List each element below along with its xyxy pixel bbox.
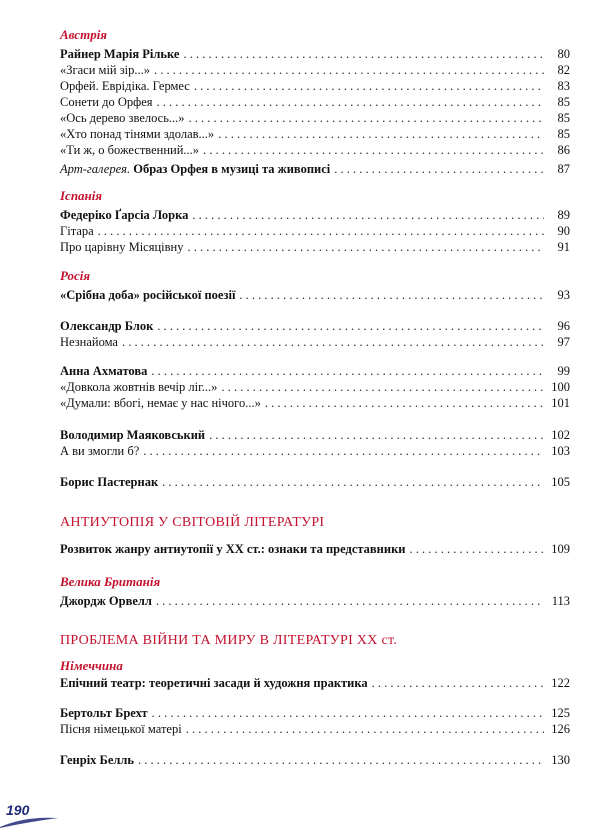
toc-entry[interactable]: «Хто понад тінями здолав...» . . . 85 <box>60 125 570 143</box>
page-number: 190 <box>6 802 30 818</box>
toc-entry-mayakovsky[interactable]: Володимир Маяковський . . . 102 <box>60 426 570 444</box>
toc-entry-art-gallery[interactable]: Арт-галерея. Образ Орфея в музиці та живописі . . . 87 <box>60 160 570 178</box>
section-austria: Австрія <box>60 27 107 42</box>
section-spain: Іспанія <box>60 188 103 203</box>
toc-entry-epic-theatre[interactable]: Епічний театр: теоретичні засади й художня практика . . . 122 <box>60 674 570 692</box>
toc-entry[interactable]: Незнайома . . . 97 <box>60 333 570 351</box>
toc-entry[interactable]: А ви змогли б? . . . 103 <box>60 442 570 460</box>
toc-entry-lorca[interactable]: Федеріко Ґарсіа Лорка . . . 89 <box>60 206 570 224</box>
toc-entry-antiutopia-genre[interactable]: Розвиток жанру антиутопії у XX ст.: ознаки та представники . . . 109 <box>60 540 570 558</box>
section-britain: Велика Британія <box>60 574 161 589</box>
toc-entry[interactable]: «Думали: вбогі, немає у нас нічого...» . . . 101 <box>60 394 570 412</box>
section-antiutopia: АНТИУТОПІЯ У СВІТОВІЙ ЛІТЕРАТУРІ <box>60 515 325 530</box>
toc-entry-orwell[interactable]: Джордж Орвелл . . . 113 <box>60 592 570 610</box>
toc-entry[interactable]: «Довкола жовтнів вечір ліг...» . . . 100 <box>60 378 570 396</box>
section-germany: Німеччина <box>60 658 123 673</box>
toc-entry-silver-age[interactable]: «Срібна доба» російської поезії . . . 93 <box>60 286 570 304</box>
section-war: ПРОБЛЕМА ВІЙНИ ТА МИРУ В ЛІТЕРАТУРІ XX ст. <box>60 633 398 648</box>
toc-entry[interactable]: Про царівну Місяцівну . . . 91 <box>60 238 570 256</box>
toc-entry-rilke[interactable]: Райнер Марія Рільке . . . 80 <box>60 45 570 63</box>
toc-entry[interactable]: Гітара . . . 90 <box>60 222 570 240</box>
toc-entry[interactable]: Орфей. Еврідіка. Гермес . . . 83 <box>60 77 570 95</box>
section-russia: Росія <box>60 268 91 283</box>
toc-entry[interactable]: «Ти ж, о божественний...» . . . 86 <box>60 141 570 159</box>
toc-entry-pasternak[interactable]: Борис Пастернак . . . 105 <box>60 473 570 491</box>
toc-entry[interactable]: Пісня німецької матері . . . 126 <box>60 720 570 738</box>
toc-entry[interactable]: Сонети до Орфея . . . 85 <box>60 93 570 111</box>
toc-entry[interactable]: «Згаси мій зір...» . . . 82 <box>60 61 570 79</box>
page-swoosh-decoration <box>0 814 60 828</box>
toc-entry-brecht[interactable]: Бертольт Брехт . . . 125 <box>60 704 570 722</box>
toc-entry-boll[interactable]: Генріх Белль . . . 130 <box>60 751 570 769</box>
toc-entry-akhmatova[interactable]: Анна Ахматова . . . 99 <box>60 362 570 380</box>
toc-entry[interactable]: «Ось дерево звелось...» . . . 85 <box>60 109 570 127</box>
toc-entry-blok[interactable]: Олександр Блок . . . 96 <box>60 317 570 335</box>
